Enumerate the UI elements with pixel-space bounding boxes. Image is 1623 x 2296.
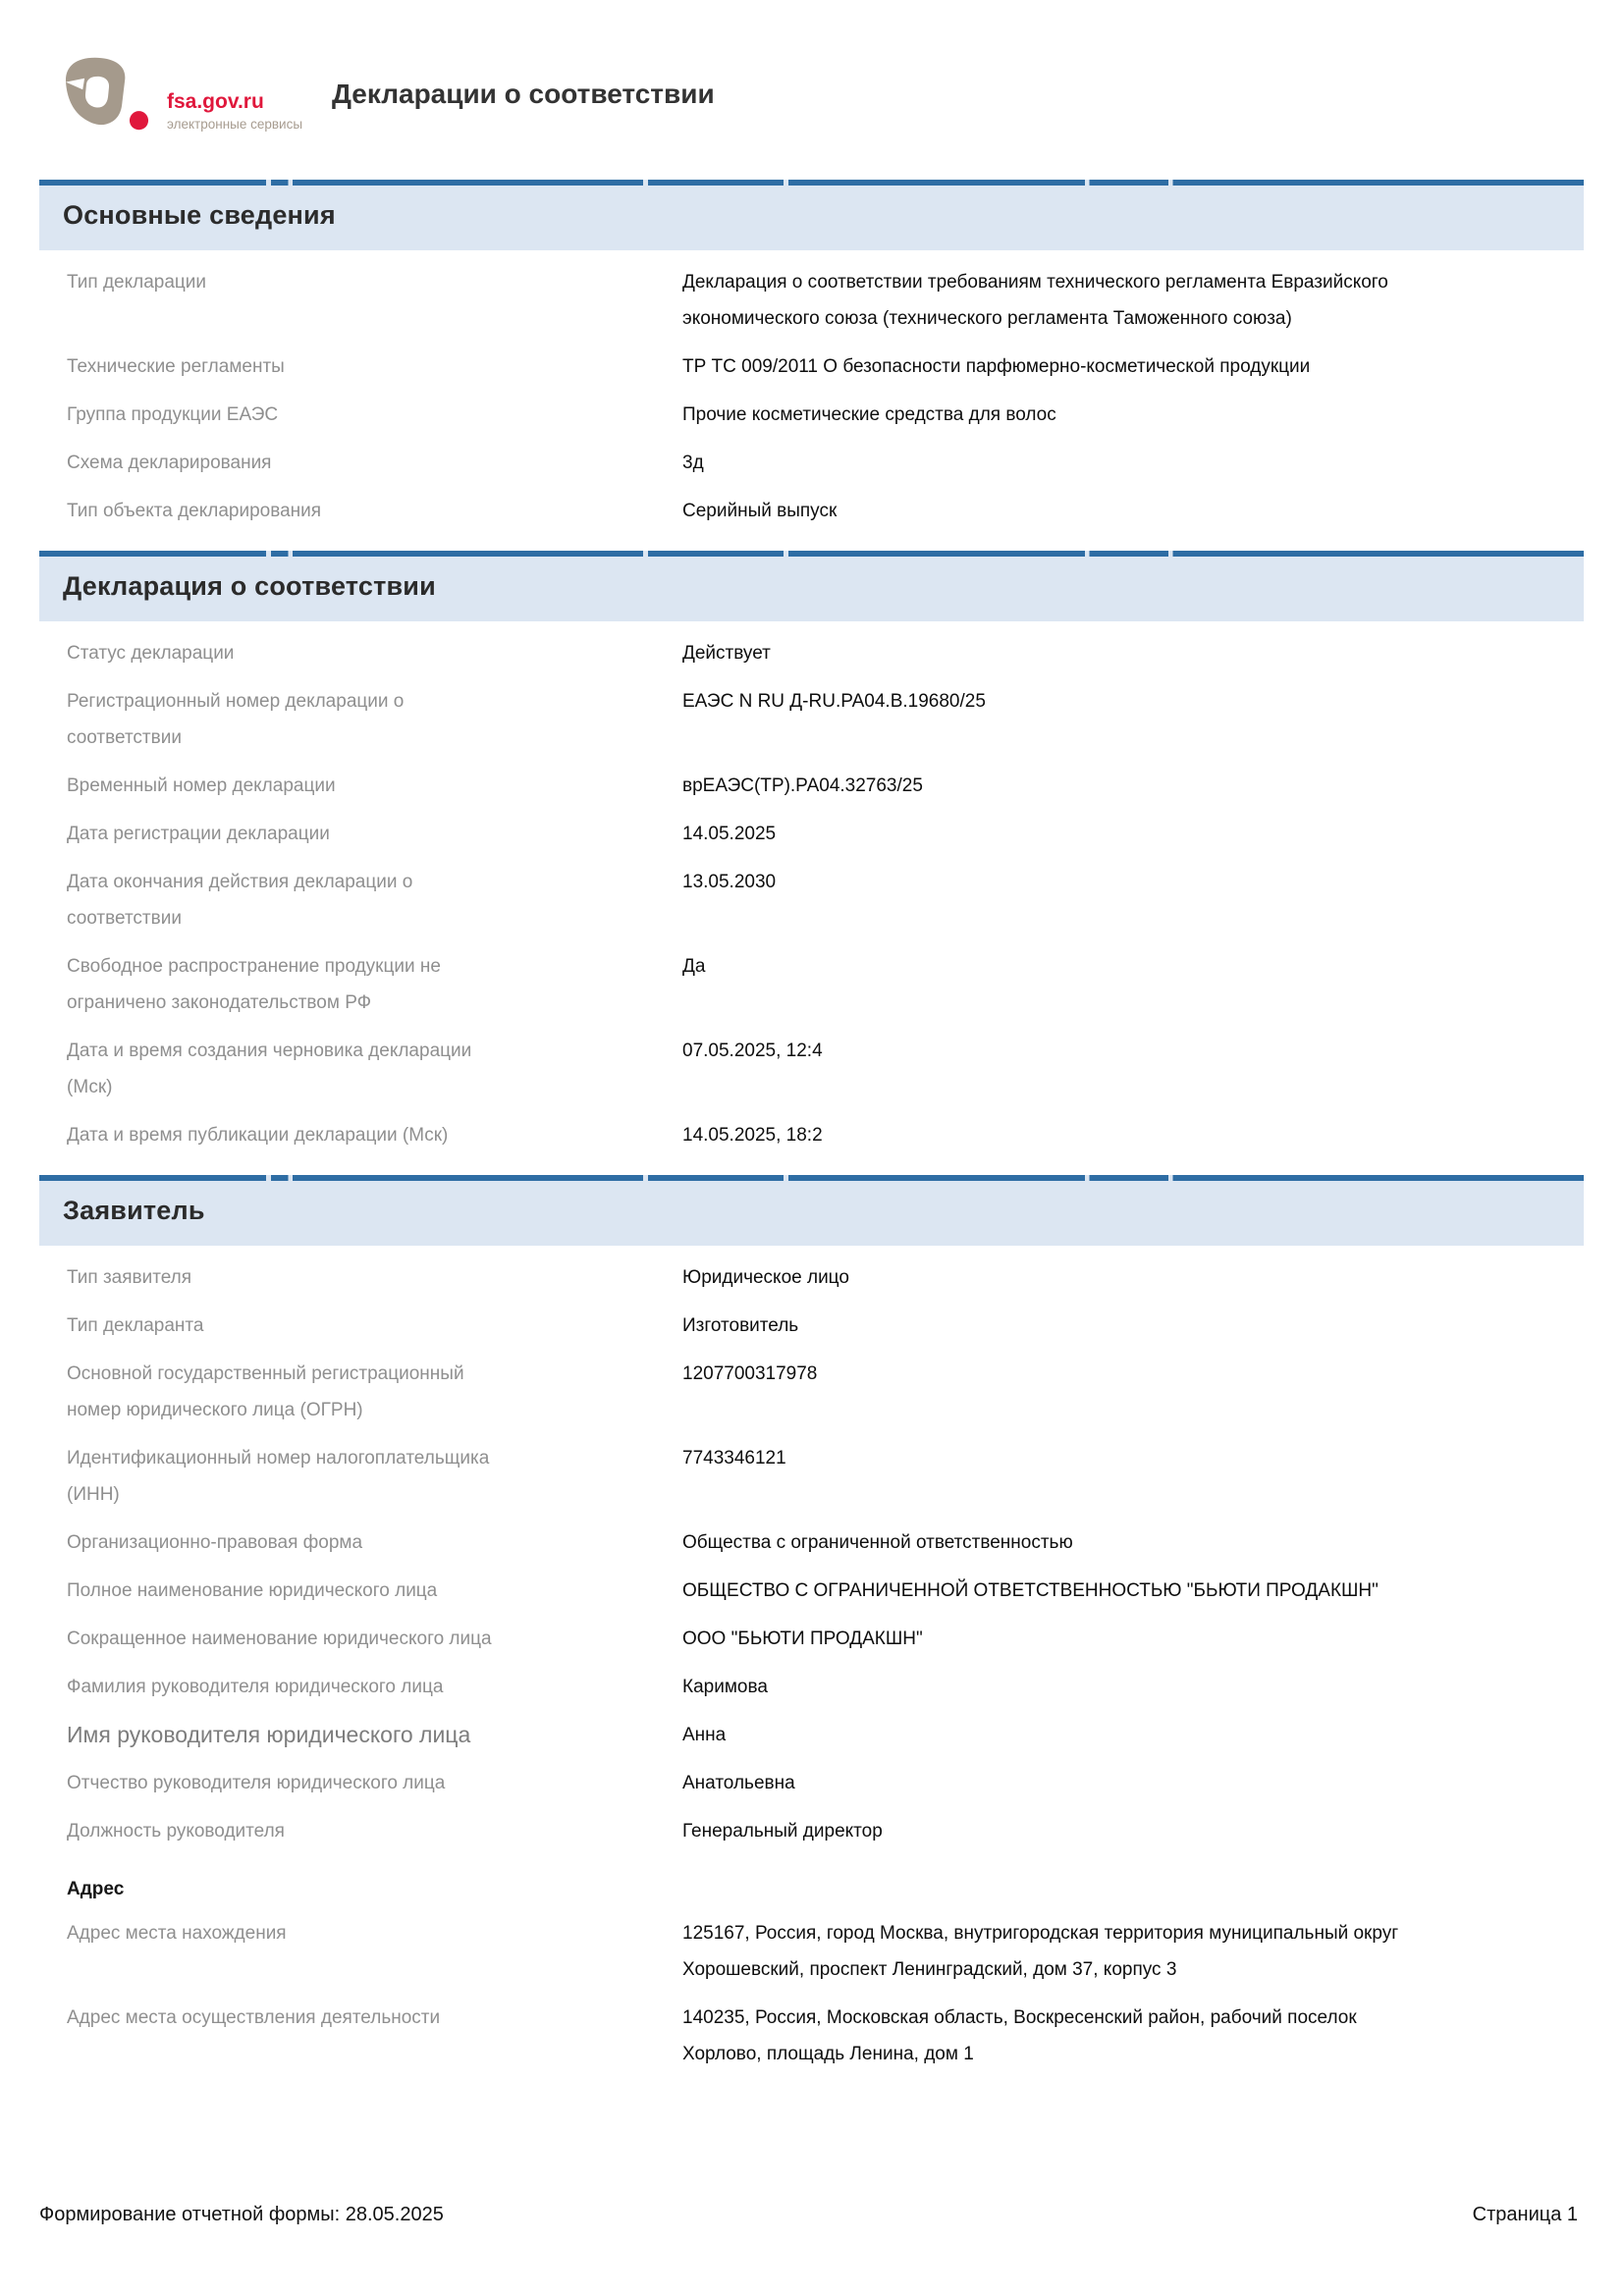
field-row xyxy=(39,1519,1584,1567)
field-label: Организационно-правовая форма xyxy=(67,1532,363,1553)
field-row xyxy=(39,1434,1584,1519)
section-title: Декларация о соответствии xyxy=(63,571,436,601)
section-title: Заявитель xyxy=(63,1196,205,1225)
field-label: Временный номер декларации xyxy=(67,775,336,796)
section-title: Основные сведения xyxy=(63,200,336,230)
field-label: Дата и время создания черновика декларации (Мск) xyxy=(67,1041,472,1097)
page-title: Декларации о соответствии xyxy=(332,79,715,109)
field-row xyxy=(39,1027,1584,1111)
field-label: Схема декларирования xyxy=(67,453,272,473)
field-value: Каримова xyxy=(682,1677,768,1697)
sections xyxy=(39,180,1584,2094)
section-1 xyxy=(39,180,1584,551)
field-label: Статус декларации xyxy=(67,643,235,664)
field-label: Имя руководителя юридического лица xyxy=(67,1722,471,1747)
field-label: Отчество руководителя юридического лица xyxy=(67,1773,446,1793)
footer-page-number: Страница 1 xyxy=(1472,2204,1578,2225)
field-row xyxy=(39,258,1584,343)
field-label: Дата регистрации декларации xyxy=(67,824,330,844)
section-rows xyxy=(39,621,1584,1175)
field-value: Анна xyxy=(682,1725,727,1745)
subsection-heading: Адрес xyxy=(67,1879,125,1899)
field-row xyxy=(39,1615,1584,1663)
field-label: Тип заявителя xyxy=(67,1267,192,1288)
field-value: Анатольевна xyxy=(682,1773,795,1793)
field-label: Адрес места нахождения xyxy=(67,1923,287,1944)
field-value: врЕАЭС(ТР).РА04.32763/25 xyxy=(682,775,923,796)
field-row xyxy=(39,1567,1584,1615)
field-value: 3д xyxy=(682,453,704,473)
field-label: Дата и время публикации декларации (Мск) xyxy=(67,1125,449,1146)
field-row xyxy=(39,858,1584,942)
field-label: Должность руководителя xyxy=(67,1821,285,1842)
field-label: Свободное распространение продукции не ограничено законодательством РФ xyxy=(67,956,441,1013)
section-2 xyxy=(39,551,1584,1175)
field-value: Декларация о соответствии требованиям технического регламента Евразийского экономического союза (технического регламента Таможенного союза) xyxy=(682,272,1388,329)
field-row xyxy=(39,439,1584,487)
field-label: Идентификационный номер налогоплательщика (ИНН) xyxy=(67,1448,490,1505)
field-row xyxy=(39,810,1584,858)
section-rows xyxy=(39,1246,1584,2094)
field-row xyxy=(39,1807,1584,1855)
field-value: ОБЩЕСТВО С ОГРАНИЧЕННОЙ ОТВЕТСТВЕННОСТЬЮ "БЬЮТИ ПРОДАКШН" xyxy=(682,1580,1379,1601)
field-row xyxy=(39,942,1584,1027)
field-value: Общества с ограниченной ответственностью xyxy=(682,1532,1073,1553)
field-value: Прочие косметические средства для волос xyxy=(682,404,1056,425)
field-label: Тип декларанта xyxy=(67,1315,204,1336)
fsa-logo-text xyxy=(167,91,302,132)
field-value: Действует xyxy=(682,643,771,664)
field-value: Да xyxy=(682,956,706,977)
field-row xyxy=(39,1350,1584,1434)
field-row xyxy=(39,1711,1584,1759)
field-value: 07.05.2025, 12:4 xyxy=(682,1041,823,1061)
field-value: ЕАЭС N RU Д-RU.РА04.В.19680/25 xyxy=(682,691,986,712)
field-label: Регистрационный номер декларации о соответствии xyxy=(67,691,405,748)
fsa-tagline: электронные сервисы xyxy=(167,117,303,132)
field-row xyxy=(39,1302,1584,1350)
field-value: Изготовитель xyxy=(682,1315,799,1336)
field-value: ТР ТС 009/2011 О безопасности парфюмерно-косметической продукции xyxy=(682,356,1311,377)
field-row xyxy=(39,762,1584,810)
field-value: 7743346121 xyxy=(682,1448,786,1468)
field-row xyxy=(39,677,1584,762)
field-value: 140235, Россия, Московская область, Воскресенский район, рабочий поселок Хорлово, площадь Ленина, дом 1 xyxy=(682,2007,1357,2064)
section-header-bar xyxy=(39,551,1584,621)
field-label: Основной государственный регистрационный номер юридического лица (ОГРН) xyxy=(67,1363,464,1420)
field-label: Адрес места осуществления деятельности xyxy=(67,2007,441,2028)
field-label: Тип объекта декларирования xyxy=(67,501,322,521)
field-label: Фамилия руководителя юридического лица xyxy=(67,1677,444,1697)
field-value: 1207700317978 xyxy=(682,1363,818,1384)
field-row xyxy=(39,343,1584,391)
field-row xyxy=(39,1909,1584,1994)
field-label: Полное наименование юридического лица xyxy=(67,1580,438,1601)
field-label: Тип декларации xyxy=(67,272,207,293)
page-header xyxy=(0,0,1623,180)
field-row xyxy=(39,487,1584,535)
section-3 xyxy=(39,1175,1584,2094)
field-value: Серийный выпуск xyxy=(682,501,838,521)
page-footer xyxy=(39,2204,1578,2226)
field-value: 13.05.2030 xyxy=(682,872,777,892)
field-value: ООО "БЬЮТИ ПРОДАКШН" xyxy=(682,1629,923,1649)
field-label: Дата окончания действия декларации о соответствии xyxy=(67,872,413,929)
field-row xyxy=(39,1759,1584,1807)
field-value: 125167, Россия, город Москва, внутригородская территория муниципальный округ Хорошевский, проспект Ленинградский, дом 37, корпус 3 xyxy=(682,1923,1399,1980)
field-value: Юридическое лицо xyxy=(682,1267,849,1288)
field-row xyxy=(39,1663,1584,1711)
section-rows xyxy=(39,250,1584,551)
field-label: Группа продукции ЕАЭС xyxy=(67,404,279,425)
field-row xyxy=(39,629,1584,677)
field-label: Технические регламенты xyxy=(67,356,285,377)
field-value: 14.05.2025 xyxy=(682,824,777,844)
fsa-logo-icon xyxy=(59,53,157,135)
field-value: 14.05.2025, 18:2 xyxy=(682,1125,823,1146)
section-header-bar xyxy=(39,180,1584,250)
footer-generated-date: Формирование отчетной формы: 28.05.2025 xyxy=(39,2204,444,2225)
section-header-bar xyxy=(39,1175,1584,1246)
fsa-logo xyxy=(59,53,302,135)
field-value: Генеральный директор xyxy=(682,1821,883,1842)
field-row xyxy=(39,1254,1584,1302)
field-label: Сокращенное наименование юридического лица xyxy=(67,1629,492,1649)
field-row xyxy=(39,391,1584,439)
fsa-brand: fsa.gov.ru xyxy=(167,89,264,113)
field-row xyxy=(39,1994,1584,2078)
field-row xyxy=(39,1111,1584,1159)
